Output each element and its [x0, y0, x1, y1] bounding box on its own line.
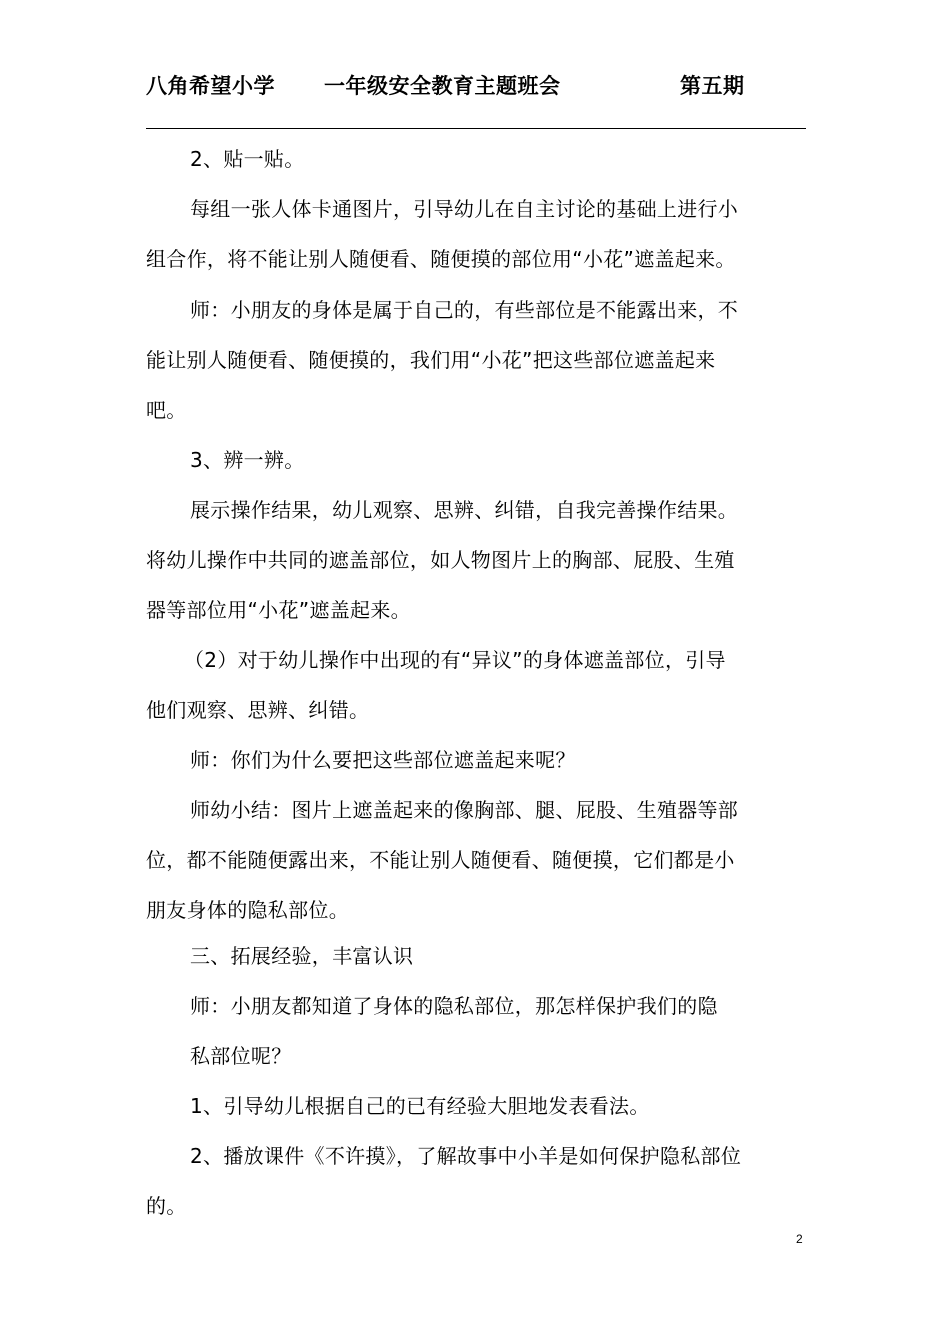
list-item: 1、引导幼儿根据自己的已有经验大胆地发表看法。: [190, 1094, 650, 1118]
paragraph-line: 每组一张人体卡通图片，引导幼儿在自主讨论的基础上进行小: [190, 197, 739, 221]
paragraph-line: 组合作，将不能让别人随便看、随便摸的部位用“小花”遮盖起来。: [146, 247, 736, 271]
paragraph-line: 展示操作结果，幼儿观察、思辨、纠错，自我完善操作结果。: [190, 498, 739, 522]
page-header: [146, 70, 806, 100]
paragraph-line: 师幼小结：图片上遮盖起来的像胸部、腿、屁股、生殖器等部: [190, 798, 739, 822]
header-school-name: 八角希望小学: [146, 74, 275, 98]
paragraph-line: 他们观察、思辨、纠错。: [146, 698, 370, 722]
paragraph-line: 将幼儿操作中共同的遮盖部位，如人物图片上的胸部、屁股、生殖: [146, 548, 735, 572]
paragraph-line: 师：你们为什么要把这些部位遮盖起来呢？: [190, 748, 576, 772]
paragraph-line: 吧。: [146, 398, 187, 422]
paragraph-line: 师：小朋友都知道了身体的隐私部位，那怎样保护我们的隐: [190, 994, 718, 1018]
paragraph-line: 位，都不能随便露出来，不能让别人随便看、随便摸，它们都是小: [146, 848, 735, 872]
paragraph-line: （2）对于幼儿操作中出现的有“异议”的身体遮盖部位，引导: [184, 648, 726, 672]
header-issue: 第五期: [680, 74, 745, 98]
paragraph-line: 师：小朋友的身体是属于自己的，有些部位是不能露出来，不: [190, 298, 739, 322]
section-heading-expand: 三、拓展经验，丰富认识: [190, 944, 414, 968]
list-item: 2、播放课件《不许摸》，了解故事中小羊是如何保护隐私部位: [190, 1144, 742, 1168]
section-heading-stick: 2、贴一贴。: [190, 147, 305, 171]
paragraph-line: 朋友身体的隐私部位。: [146, 898, 349, 922]
paragraph-line: 能让别人随便看、随便摸的，我们用“小花”把这些部位遮盖起来: [146, 348, 716, 372]
header-topic: 一年级安全教育主题班会: [324, 74, 561, 98]
paragraph-line: 器等部位用“小花”遮盖起来。: [146, 598, 411, 622]
section-heading-distinguish: 3、辨一辨。: [190, 448, 305, 472]
header-divider: [146, 128, 806, 129]
page-number: 2: [796, 1232, 803, 1246]
paragraph-line: 私部位呢？: [190, 1044, 292, 1068]
paragraph-line: 的。: [146, 1194, 187, 1218]
